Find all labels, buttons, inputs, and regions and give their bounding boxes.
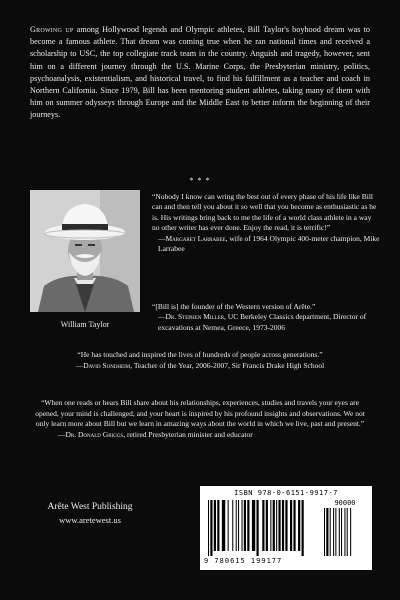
ean-digits: 9 780615 199177 [204, 557, 283, 565]
publisher-url: www.aretewest.us [59, 515, 121, 525]
barcode-bar [293, 500, 295, 551]
barcode-bar [347, 508, 348, 556]
barcode-bar [222, 500, 225, 551]
addon-barcode-bars [324, 508, 366, 556]
barcode-bar [298, 500, 300, 551]
testimonial-text: “He has touched and inspired the lives of hundreds of people across generations.” [77, 350, 323, 359]
barcode-bar [273, 500, 275, 551]
barcode-bar [326, 508, 328, 556]
barcode-bar [278, 500, 280, 551]
testimonial-text: “[Bill is] the founder of the Western version of Arête.” [152, 302, 316, 311]
testimonial-detail: , wife of 1964 Olympic 400-meter champion, Mike Larrabee [158, 233, 380, 254]
barcode-bar [238, 500, 239, 551]
testimonial-larrabee [152, 192, 380, 254]
author-biography [30, 24, 370, 122]
testimonial-author: David Sondheim [83, 360, 131, 370]
barcode-bar [290, 500, 292, 551]
barcode-bar [282, 500, 284, 551]
photo-caption: William Taylor [60, 320, 110, 329]
barcode-bar [217, 500, 219, 551]
barcode-bar [208, 500, 209, 556]
testimonial-attribution: —David Sondheim, Teacher of the Year, 2006-2007, Sir Francis Drake High School [75, 360, 325, 370]
barcode-bar [236, 500, 237, 551]
barcode-bar [232, 500, 233, 551]
barcode-bar [244, 500, 246, 551]
barcode-bar [333, 508, 334, 556]
barcode-bar [270, 500, 271, 551]
testimonial-author: Dr. Donald Griggs [65, 429, 124, 439]
testimonial-detail: , UC Berkeley Classics department, Director of excavations at Nemea, Greece, 1973-2006 [158, 312, 367, 332]
barcode-bar [228, 500, 229, 551]
testimonial-sondheim [30, 350, 370, 371]
price-addon-number: 90000 [334, 499, 356, 507]
barcode-bar [324, 508, 325, 556]
barcode-bar [247, 500, 249, 551]
barcode-bar [341, 508, 342, 556]
testimonial-detail: , retired Presbyterian minister and educator [123, 429, 253, 439]
barcode-bar [276, 500, 277, 551]
barcode-bar [241, 500, 242, 551]
testimonial-author: Dr. Stephen Miller [165, 312, 225, 322]
testimonial-griggs [30, 398, 370, 440]
barcode-bar [339, 508, 340, 556]
testimonial-attribution: —Margaret Larrabee, wife of 1964 Olympic 400-meter champion, Mike Larrabee [158, 233, 380, 254]
barcode-bar [266, 500, 268, 551]
ean-barcode-bars [208, 500, 320, 556]
publisher-block [30, 500, 150, 527]
barcode-bar [302, 500, 304, 556]
author-photo [30, 190, 140, 312]
isbn-number: ISBN 978-0-6151-9917-7 [234, 489, 338, 497]
publisher-name: Arête West Publishing [47, 502, 133, 512]
barcode-bar [285, 500, 287, 551]
barcode-bar [350, 508, 351, 556]
testimonial-author: Margaret Larrabee [165, 233, 226, 243]
isbn-barcode [200, 486, 372, 570]
testimonial-text: “When one reads or hears Bill share about his relationships, experiences, studies and travels your eyes are opened, your mind is challenged, and your heart is inspired by his profound insights and observations. We not only learn more about Bill but we learn in amazing ways about the world in which we live, past and present.” [35, 398, 365, 429]
bio-text: among Hollywood legends and Olympic athletes, Bill Taylor's boyhood dream was to become a famous athlete. That dream was coming true when he ran national times and received a scholarship to USC, the top collegiate track team in the country. Anguish and tragedy, however, sent him on a different journey through the U.S. Marine Corps, the Presbyterian ministry, politics, psychoanalysis, existentialism, and historical travel, to find his fulfillment as a teacher and coach in Northern California. Since 1979, Bill has been mentoring student athletes, taking many of them with him on summer odysseys through Europe and the Middle East to better inform the beginning of their journeys. [30, 25, 370, 120]
testimonial-text: “Nobody I know can wring the best out of every phase of his life like Bill can and then tell you about it so well that you become as enthusiastic as he is. His writings bring back to me the life of a world class athlete in a way no other writer has ever done. Enjoy the read, it is terrific!” [152, 192, 377, 233]
testimonial-attribution: —Dr. Donald Griggs, retired Presbyterian minister and educator [58, 429, 253, 439]
testimonial-detail: , Teacher of the Year, 2006-2007, Sir Francis Drake High School [130, 360, 325, 370]
barcode-bar [210, 500, 212, 556]
bio-lead-in: Growing up [30, 25, 74, 34]
barcode-bar [330, 508, 331, 556]
section-separator: * * * [189, 176, 211, 185]
barcode-bar [256, 500, 258, 556]
barcode-bar [252, 500, 255, 551]
barcode-bar [344, 508, 345, 556]
barcode-bar [262, 500, 264, 551]
testimonial-miller [152, 302, 380, 333]
barcode-bar [335, 508, 336, 556]
barcode-bar [214, 500, 216, 551]
testimonial-attribution: —Dr. Stephen Miller, UC Berkeley Classics department, Director of excavations at Nemea, Greece, 1973-2006 [158, 312, 367, 332]
